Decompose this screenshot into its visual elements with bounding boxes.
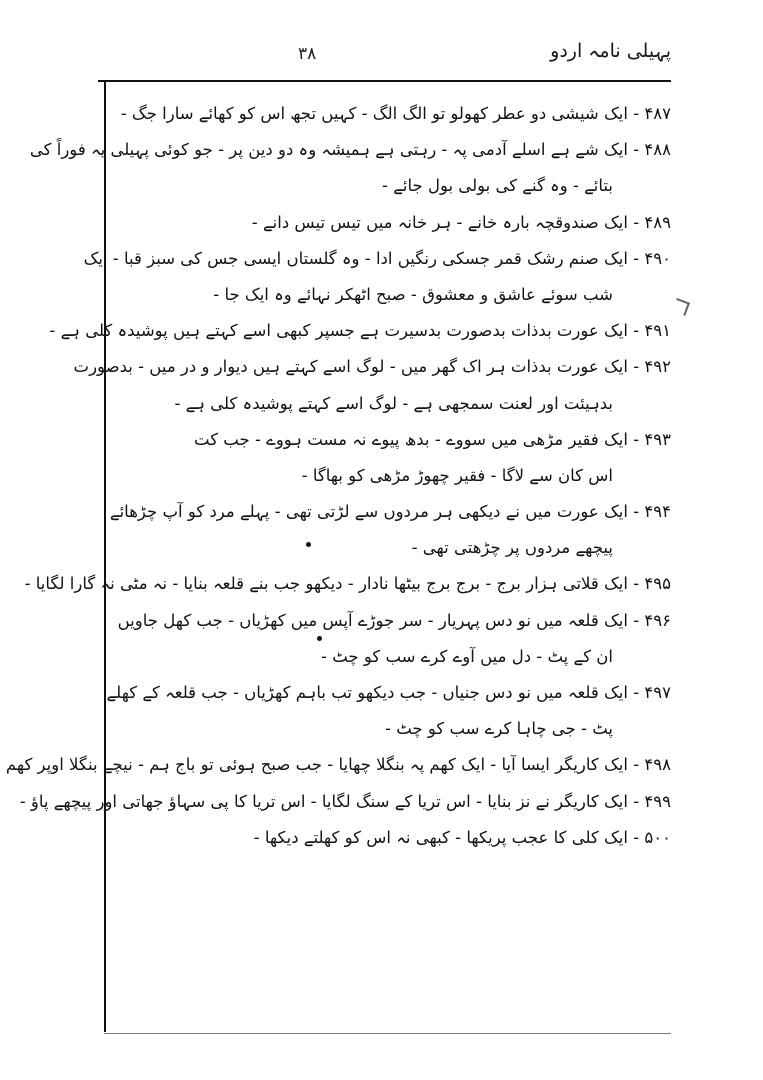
riddle-line: ۴۹۸ - ایک کاریگر ایسا آیا - ایک کھم پہ بنگلا چھایا - جب صبح ہوئی تو باج ہم - نیچے بنگلا اوپر کھم bbox=[5, 755, 671, 775]
riddle-line: ۴۹۳ - ایک فقیر مڑھی میں سووے - بدھ پیوے نہ مست ہووے - جب کت bbox=[194, 429, 671, 449]
riddle-line: ۴۹۲ - ایک عورت بدذات ہر اک گھر میں - لوگ اسے کہتے ہیں دیوار و در میں - بدصورت bbox=[73, 357, 671, 377]
riddle-line: ۴۹۰ - ایک صنم رشک قمر جسکی رنگیں ادا - وہ گلستاں ایسی جس کی سبز قبا - ایک bbox=[83, 248, 671, 268]
riddle-line: پٹ - جی چاہا کرے سب کو چٹ - bbox=[385, 719, 613, 739]
riddle-list bbox=[5, 96, 671, 856]
riddle-line: ان کے پٹ - دل میں آوے کرے سب کو چٹ - bbox=[321, 646, 613, 666]
riddle-line: ۴۹۷ - ایک قلعہ میں نو دس جنیاں - جب دیکھو تب باہم کھڑیاں - جب قلعہ کے کھلے bbox=[106, 683, 671, 702]
book-title: پہیلی نامہ اردو bbox=[550, 40, 671, 62]
riddle-line: ۴۹۵ - ایک قلاتی ہزار برج - برج برج بیٹھا نادار - دیکھو جب بنے قلعہ بنایا - نہ مٹی نہ گارا لگایا - bbox=[24, 574, 671, 594]
riddle-line: شب سوئے عاشق و معشوق - صبح اٹھکر نہائے وہ ایک جا - bbox=[213, 284, 613, 304]
riddle-line: اس کان سے لاگا - فقیر چھوڑ مڑھی کو بھاگا - bbox=[301, 465, 613, 485]
riddle-line: بتائے - وہ گنے کی بولی بول جائے - bbox=[382, 176, 613, 196]
riddle-line: ۴۸۸ - ایک شے ہے اسلے آدمی پہ - رہتی ہے ہمیشہ وہ دو دین پر - جو کوئی پہیلی یہ فوراً کی bbox=[29, 140, 671, 160]
margin-rule bbox=[104, 82, 106, 1032]
riddle-line: ۴۸۹ - ایک صندوقچہ بارہ خانے - ہر خانہ میں تیس تیس دانے - bbox=[251, 212, 671, 232]
page-number: ۳۸ bbox=[298, 44, 317, 64]
header-rule bbox=[98, 80, 671, 82]
margin-mark bbox=[672, 298, 690, 316]
riddle-line: بدہیئت اور لعنت سمجھی ہے - لوگ اسے کہتے پوشیدہ کلی ہے - bbox=[174, 393, 613, 413]
bottom-rule bbox=[104, 1033, 671, 1034]
riddle-line: ۵۰۰ - ایک کلی کا عجب پریکھا - کبھی نہ اس کو کھلتے دیکھا - bbox=[253, 827, 671, 847]
riddle-line: ۴۹۶ - ایک قلعہ میں نو دس پہریار - سر جوڑے آپس میں کھڑیاں - جب کھل جاویں bbox=[117, 610, 671, 630]
riddle-line: ۴۹۹ - ایک کاریگر نے نز بنایا - اس تریا کے سنگ لگایا - اس تریا کا پی سہاؤ جھاتی اور پیچھے پاؤ - bbox=[19, 791, 671, 811]
riddle-line: پیچھے مردوں پر چڑھتی تھی - bbox=[411, 538, 613, 558]
riddle-line: ۴۹۱ - ایک عورت بدذات بدصورت بدسیرت ہے جسپر کبھی اسے کہتے ہیں پوشیدہ کلی ہے - bbox=[49, 321, 671, 341]
riddle-line: ۴۸۷ - ایک شیشی دو عطر کھولو تو الگ الگ - کہیں تجھ اس کو کھائے سارا جگ - bbox=[120, 104, 671, 123]
riddle-line: ۴۹۴ - ایک عورت میں نے دیکھی ہر مردوں سے لڑتی تھی - پہلے مرد کو آپ چڑھائے bbox=[109, 502, 671, 522]
